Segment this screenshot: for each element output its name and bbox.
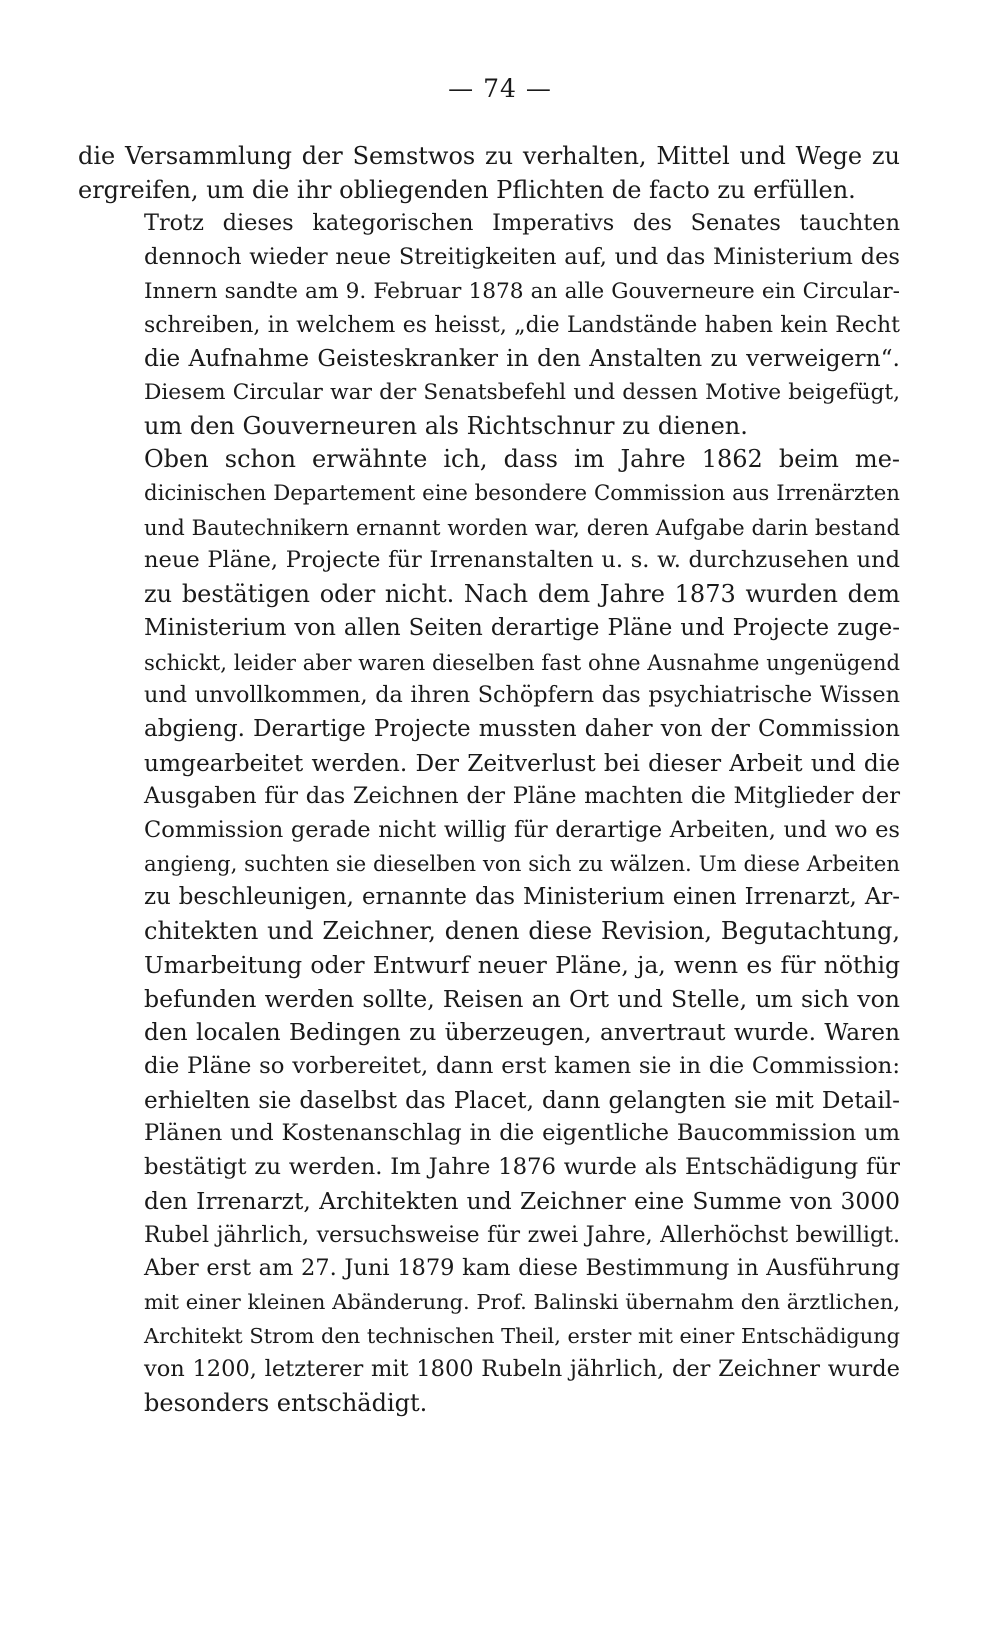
text-line: die Pläne so vorbereitet, dann erst kamen sie in die Commission: [144,1052,900,1079]
text-line: besonders entschädigt. [144,1389,428,1418]
text-line: um den Gouverneuren als Richtschnur zu dienen. [144,411,748,440]
paragraph-2 [78,207,900,443]
text-line: Umarbeitung oder Entwurf neuer Pläne, ja, wenn es für nöthig [144,950,900,979]
text-line: und unvollkommen, da ihren Schöpfern das psychiatrische Wissen [144,682,900,709]
text-line: den Irrenarzt, Architekten und Zeichner eine Summe von 3000 [144,1186,900,1215]
text-line: mit einer kleinen Abänderung. Prof. Balinski übernahm den ärztlichen, [144,1289,900,1314]
body-text [78,140,900,1421]
text-line: Ministerium von allen Seiten derartige Pläne und Projecte zuge- [144,614,900,641]
text-line: schreiben, in welchem es heisst, „die Landstände haben kein Recht [144,312,900,338]
text-line: dicinischen Departement eine besondere Commission aus Irrenärzten [144,481,900,507]
text-line: erhielten sie daselbst das Placet, dann gelangten sie mit Detail- [144,1086,900,1114]
text-line: Innern sandte am 9. Februar 1878 an alle Gouverneure ein Circular- [144,278,900,304]
paragraph-1 [78,140,900,207]
text-line: den localen Bedingen zu überzeugen, anvertraut wurde. Waren [144,1019,900,1047]
text-line: Trotz dieses kategorischen Imperativs des Senates tauchten [144,210,900,237]
text-line: schickt, leider aber waren dieselben fast ohne Ausnahme ungenügend [144,649,900,675]
text-line: Aber erst am 27. Juni 1879 kam diese Bestimmung in Ausführung [144,1255,900,1282]
text-line: Oben schon erwähnte ich, dass im Jahre 1862 beim me- [144,445,900,474]
text-line: neue Pläne, Projecte für Irrenanstalten u. s. w. durchzusehen und [144,547,900,574]
paragraph-3 [78,443,900,1420]
text-line: und Bautechnikern ernannt worden war, deren Aufgabe darin bestand [144,514,900,540]
text-line: dennoch wieder neue Streitigkeiten auf, und das Ministerium des [144,244,900,271]
text-line: Diesem Circular war der Senatsbefehl und dessen Motive beigefügt, [144,379,900,405]
text-line: zu beschleunigen, ernannte das Ministerium einen Irrenarzt, Ar- [144,884,900,911]
text-line: ergreifen, um die ihr obliegenden Pflichten de facto zu erfüllen. [78,175,856,204]
text-line: die Aufnahme Geisteskranker in den Anstalten zu verweigern“. [144,344,900,373]
text-line: von 1200, letzterer mit 1800 Rubeln jährlich, der Zeichner wurde [144,1356,900,1383]
text-line: Ausgaben für das Zeichnen der Pläne machten die Mitglieder der [144,783,900,810]
text-line: abgieng. Derartige Projecte mussten daher von der Commission [144,715,900,742]
text-line: bestätigt zu werden. Im Jahre 1876 wurde als Entschädigung für [144,1154,900,1181]
text-line: zu bestätigen oder nicht. Nach dem Jahre 1873 wurden dem [144,580,900,609]
text-line: chitekten und Zeichner, denen diese Revision, Begutachtung, [144,917,900,946]
text-line: Plänen und Kostenanschlag in die eigentliche Baucommission um [144,1120,900,1147]
text-line: Architekt Strom den technischen Theil, erster mit einer Entschädigung [144,1323,900,1348]
text-line: befunden werden sollte, Reisen an Ort und Stelle, um sich von [144,984,900,1013]
text-line: umgearbeitet werden. Der Zeitverlust bei dieser Arbeit und die [144,749,900,777]
text-line: angieng, suchten sie dieselben von sich zu wälzen. Um diese Arbeiten [144,851,900,877]
text-line: Commission gerade nicht willig für derartige Arbeiten, und wo es [144,817,900,844]
text-line: die Versammlung der Semstwos zu verhalten, Mittel und Wege zu [78,142,900,170]
page-number: — 74 — [448,74,552,103]
text-line: Rubel jährlich, versuchsweise für zwei Jahre, Allerhöchst bewilligt. [144,1221,900,1248]
